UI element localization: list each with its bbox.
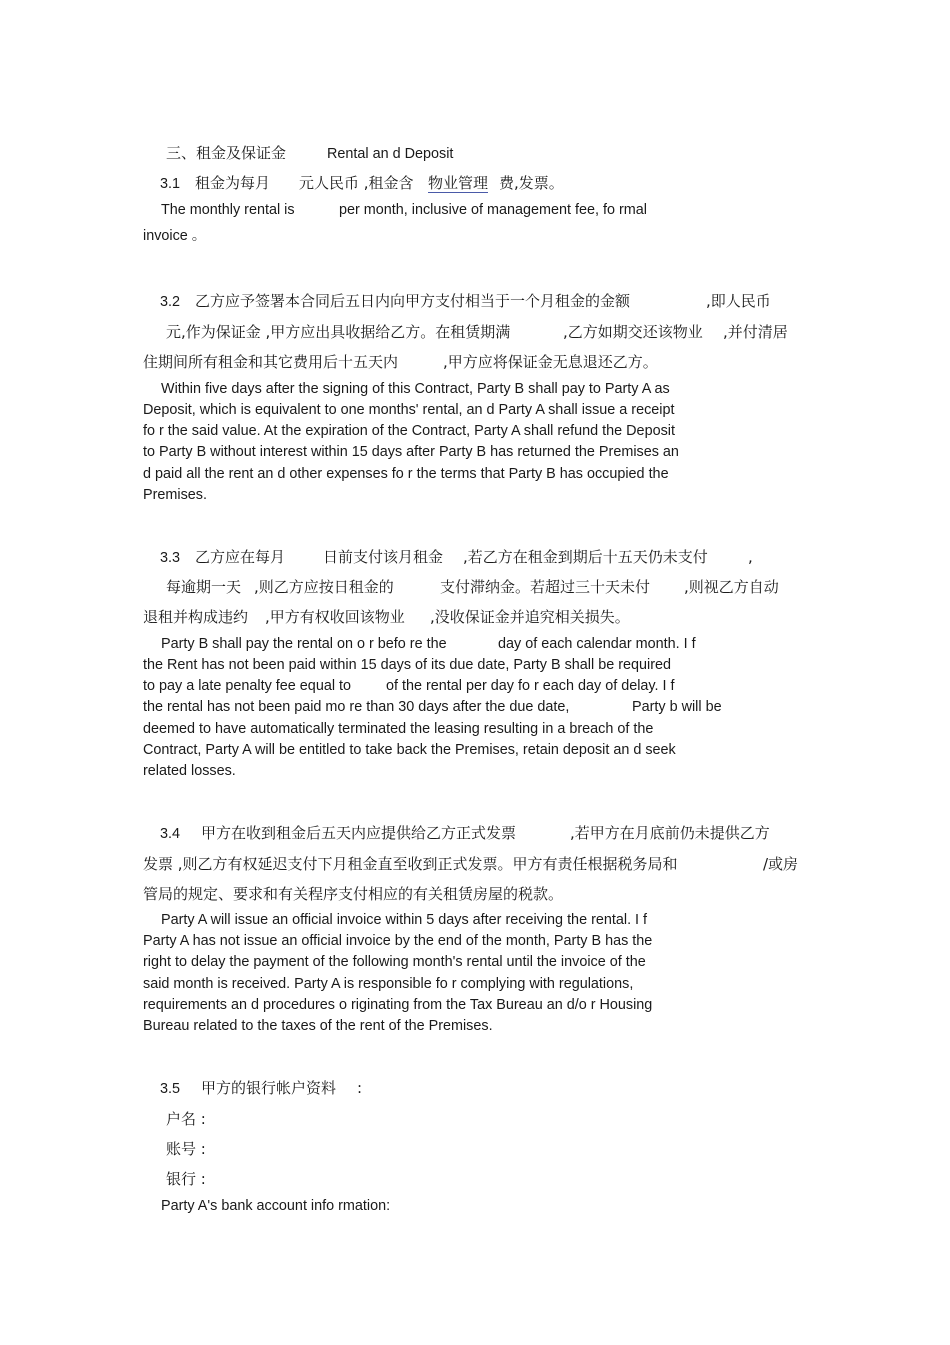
clause-3-2-en-line: Deposit, which is equivalent to one months' rental, an d Party A shall issue a receipt xyxy=(143,402,675,418)
section-heading-en: Rental an d Deposit xyxy=(327,146,454,162)
clause-3-3-en-line: to pay a late penalty fee equal to xyxy=(143,678,352,694)
clause-3-1-en-line: per month, inclusive of management fee, fo rmal xyxy=(339,202,647,218)
clause-3-3-en-line: of the rental per day fo r each day of delay. I f xyxy=(386,678,675,694)
clause-3-4-cn-line: 甲方在收到租金后五天内应提供给乙方正式发票 xyxy=(201,824,517,842)
clause-3-3-cn-line: 退租并构成违约 xyxy=(143,608,249,626)
clause-3-3-cn-line: ,甲方有权收回该物业 xyxy=(265,608,405,626)
clause-3-4-en-line: requirements an d procedures o riginating from the Tax Bureau an d/o r Housing xyxy=(143,997,653,1013)
clause-3-3-cn-line: 支付滞纳金。若超过三十天未付 xyxy=(440,578,651,596)
clause-3-3-en-line: related losses. xyxy=(143,763,236,779)
clause-3-1-cn-part: 费,发票。 xyxy=(499,174,564,192)
clause-3-4-cn-line: 管局的规定、要求和有关程序支付相应的有关租赁房屋的税款。 xyxy=(143,885,564,903)
clause-3-2-cn-line: ,甲方应将保证金无息退还乙方。 xyxy=(443,353,658,371)
clause-3-5-number: 3.5 xyxy=(160,1081,181,1097)
clause-3-4-cn-line: 发票 ,则乙方有权延迟支付下月租金直至收到正式发票。甲方有责任根据税务局和 xyxy=(143,855,678,873)
clause-3-3-cn-line: ,则视乙方自动 xyxy=(684,578,779,596)
clause-3-3-en-line: Party B shall pay the rental on o r befo re the xyxy=(161,636,447,652)
clause-3-3-en-line: the Rent has not been paid within 15 days of its due date, Party B shall be required xyxy=(143,657,671,673)
clause-3-3-cn-line: 乙方应在每月 xyxy=(195,548,286,566)
clause-3-3-cn-line: , xyxy=(748,548,753,566)
bank-label: 银行 : xyxy=(166,1170,206,1188)
clause-3-2-cn-line: ,即人民币 xyxy=(706,292,771,310)
clause-3-4-cn-line: /或房 xyxy=(763,855,799,873)
clause-3-1-cn-part: 元人民币 ,租金含 xyxy=(299,174,414,192)
clause-3-4-en-line: Bureau related to the taxes of the rent of the Premises. xyxy=(143,1018,493,1034)
clause-3-4-cn-line: ,若甲方在月底前仍未提供乙方 xyxy=(570,824,770,842)
account-name-label: 户名 : xyxy=(166,1110,206,1128)
clause-3-3-en-line: the rental has not been paid mo re than 30 days after the due date, xyxy=(143,699,570,715)
account-number-label: 账号 : xyxy=(166,1140,206,1158)
clause-3-2-number: 3.2 xyxy=(160,294,181,310)
bank-info-en-line: Party A's bank account info rmation: xyxy=(161,1198,391,1214)
section-heading-cn: 三、租金及保证金 xyxy=(166,144,287,162)
clause-3-3-cn-line: ,则乙方应按日租金的 xyxy=(254,578,394,596)
clause-3-2-en-line: Within five days after the signing of this Contract, Party B shall pay to Party A as xyxy=(161,381,670,397)
clause-3-3-en-line: Contract, Party A will be entitled to take back the Premises, retain deposit an d seek xyxy=(143,742,676,758)
clause-3-5-cn-line: 甲方的银行帐户资料 xyxy=(201,1079,337,1097)
clause-3-4-en-line: right to delay the payment of the following month's rental until the invoice of the xyxy=(143,954,646,970)
clause-3-2-cn-line: 乙方应予签署本合同后五日内向甲方支付相当于一个月租金的金额 xyxy=(195,292,631,310)
clause-3-3-number: 3.3 xyxy=(160,550,181,566)
clause-3-3-en-line: day of each calendar month. I f xyxy=(498,636,696,652)
clause-3-3-cn-line: ,没收保证金并追究相关损失。 xyxy=(430,608,630,626)
clause-3-2-en-line: d paid all the rent an d other expenses fo r the terms that Party B has occupied the xyxy=(143,466,669,482)
clause-3-4-en-line: Party A has not issue an official invoice by the end of the month, Party B has the xyxy=(143,933,653,949)
clause-3-2-cn-line: ,乙方如期交还该物业 xyxy=(563,323,703,341)
clause-3-1-underlined-term: 物业管理 xyxy=(428,174,489,192)
clause-3-3-cn-line: 每逾期一天 xyxy=(166,578,242,596)
clause-3-1-en-line: invoice 。 xyxy=(143,228,207,244)
clause-3-1-number: 3.1 xyxy=(160,176,181,192)
clause-3-2-en-line: to Party B without interest within 15 days after Party B has returned the Premises an xyxy=(143,444,679,460)
clause-3-3-cn-line: 日前支付该月租金 xyxy=(323,548,444,566)
clause-3-3-en-line: Party b will be xyxy=(632,699,722,715)
clause-3-2-en-line: Premises. xyxy=(143,487,207,503)
clause-3-4-en-line: said month is received. Party A is responsible fo r complying with regulations, xyxy=(143,976,634,992)
clause-3-1-cn-part: 租金为每月 xyxy=(195,174,271,192)
clause-3-1-en-line: The monthly rental is xyxy=(161,202,295,218)
clause-3-2-cn-line: 住期间所有租金和其它费用后十五天内 xyxy=(143,353,399,371)
clause-3-2-cn-line: 元,作为保证金 ,甲方应出具收据给乙方。在租赁期满 xyxy=(166,323,511,341)
clause-3-4-en-line: Party A will issue an official invoice within 5 days after receiving the rental. I f xyxy=(161,912,648,928)
clause-3-2-en-line: fo r the said value. At the expiration of the Contract, Party A shall refund the Deposit xyxy=(143,423,675,439)
clause-3-3-en-line: deemed to have automatically terminated the leasing resulting in a breach of the xyxy=(143,721,654,737)
clause-3-2-cn-line: ,并付清居 xyxy=(723,323,788,341)
clause-3-5-cn-line: : xyxy=(357,1079,363,1097)
clause-3-4-number: 3.4 xyxy=(160,826,181,842)
clause-3-3-cn-line: ,若乙方在租金到期后十五天仍未支付 xyxy=(463,548,708,566)
